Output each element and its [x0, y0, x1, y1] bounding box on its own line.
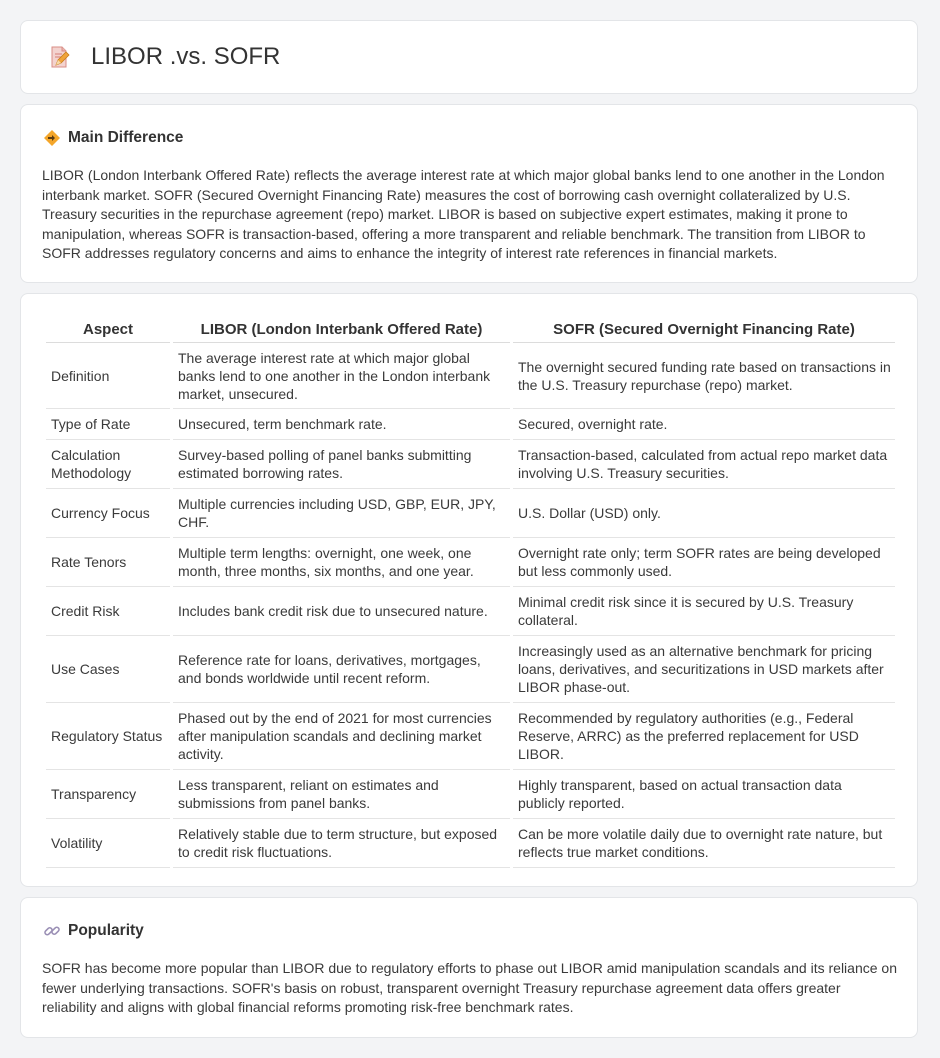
comparison-table	[43, 314, 898, 868]
row-aspect: Rate Tenors	[46, 538, 170, 587]
header-aspect: Aspect	[46, 314, 170, 343]
row-sofr: Transaction-based, calculated from actual repo market data involving U.S. Treasury securities.	[513, 440, 895, 489]
popularity-card	[20, 897, 918, 1038]
table-row	[46, 819, 895, 868]
row-aspect: Definition	[46, 343, 170, 409]
diamond-arrows-icon	[43, 129, 61, 147]
row-aspect: Type of Rate	[46, 409, 170, 440]
main-difference-card	[20, 104, 918, 283]
row-sofr: U.S. Dollar (USD) only.	[513, 489, 895, 538]
header-sofr: SOFR (Secured Overnight Financing Rate)	[513, 314, 895, 343]
table-row	[46, 489, 895, 538]
table-row	[46, 409, 895, 440]
table-row	[46, 636, 895, 703]
table-row	[46, 703, 895, 770]
row-libor: Unsecured, term benchmark rate.	[173, 409, 510, 440]
header-libor: LIBOR (London Interbank Offered Rate)	[173, 314, 510, 343]
row-aspect: Regulatory Status	[46, 703, 170, 770]
row-sofr: Can be more volatile daily due to overnight rate nature, but reflects true market conditions.	[513, 819, 895, 868]
main-difference-header	[21, 105, 917, 147]
table-row	[46, 587, 895, 636]
row-aspect: Credit Risk	[46, 587, 170, 636]
document-pencil-icon	[47, 45, 71, 69]
link-icon	[43, 922, 61, 940]
title-card	[20, 20, 918, 94]
row-aspect: Currency Focus	[46, 489, 170, 538]
row-sofr: Secured, overnight rate.	[513, 409, 895, 440]
row-sofr: Minimal credit risk since it is secured by U.S. Treasury collateral.	[513, 587, 895, 636]
row-sofr: Overnight rate only; term SOFR rates are being developed but less commonly used.	[513, 538, 895, 587]
title-row	[21, 21, 917, 93]
row-libor: Survey-based polling of panel banks submitting estimated borrowing rates.	[173, 440, 510, 489]
row-sofr: Increasingly used as an alternative benchmark for pricing loans, derivatives, and securitizations in USD markets after LIBOR phase-out.	[513, 636, 895, 703]
row-sofr: The overnight secured funding rate based on transactions in the U.S. Treasury repurchase (repo) market.	[513, 343, 895, 409]
comparison-card	[20, 293, 918, 887]
row-libor: Multiple term lengths: overnight, one week, one month, three months, six months, and one year.	[173, 538, 510, 587]
table-row	[46, 770, 895, 819]
row-libor: Relatively stable due to term structure, but exposed to credit risk fluctuations.	[173, 819, 510, 868]
table-row	[46, 440, 895, 489]
row-libor: Includes bank credit risk due to unsecured nature.	[173, 587, 510, 636]
row-aspect: Use Cases	[46, 636, 170, 703]
main-difference-text: LIBOR (London Interbank Offered Rate) reflects the average interest rate at which major global banks lend to one another in the London interbank market. SOFR (Secured Overnight Financing Rate) measures the cost of borrowing cash overnight collateralized by U.S. Treasury securities in the repurchase agreement (repo) market. LIBOR is based on subjective expert estimates, making it prone to manipulation, whereas SOFR is transaction-based, offering a more transparent and reliable benchmark. The transition from LIBOR to SOFR addresses regulatory concerns and aims to enhance the integrity of interest rate references in financial markets.	[42, 167, 885, 261]
row-libor: Reference rate for loans, derivatives, mortgages, and bonds worldwide until recent reform.	[173, 636, 510, 703]
row-libor: Multiple currencies including USD, GBP, EUR, JPY, CHF.	[173, 489, 510, 538]
row-libor: Less transparent, reliant on estimates and submissions from panel banks.	[173, 770, 510, 819]
table-row	[46, 343, 895, 409]
popularity-text: SOFR has become more popular than LIBOR due to regulatory efforts to phase out LIBOR amid manipulation scandals and its reliance on fewer underlying transactions. SOFR's basis on robust, transparent overnight Treasury repurchase agreement data offers greater reliability and aligns with global financial reforms promoting risk-free benchmark rates.	[42, 960, 897, 1015]
row-sofr: Highly transparent, based on actual transaction data publicly reported.	[513, 770, 895, 819]
row-sofr: Recommended by regulatory authorities (e.g., Federal Reserve, ARRC) as the preferred replacement for USD LIBOR.	[513, 703, 895, 770]
row-aspect: Transparency	[46, 770, 170, 819]
row-libor: The average interest rate at which major global banks lend to one another in the London interbank market, unsecured.	[173, 343, 510, 409]
row-libor: Phased out by the end of 2021 for most currencies after manipulation scandals and declining market activity.	[173, 703, 510, 770]
popularity-header	[21, 898, 917, 940]
popularity-heading: Popularity	[68, 922, 144, 939]
row-aspect: Volatility	[46, 819, 170, 868]
table-row	[46, 538, 895, 587]
main-difference-heading: Main Difference	[68, 129, 184, 146]
page-title: LIBOR .vs. SOFR	[91, 43, 281, 70]
row-aspect: Calculation Methodology	[46, 440, 170, 489]
table-header-row	[46, 314, 895, 343]
